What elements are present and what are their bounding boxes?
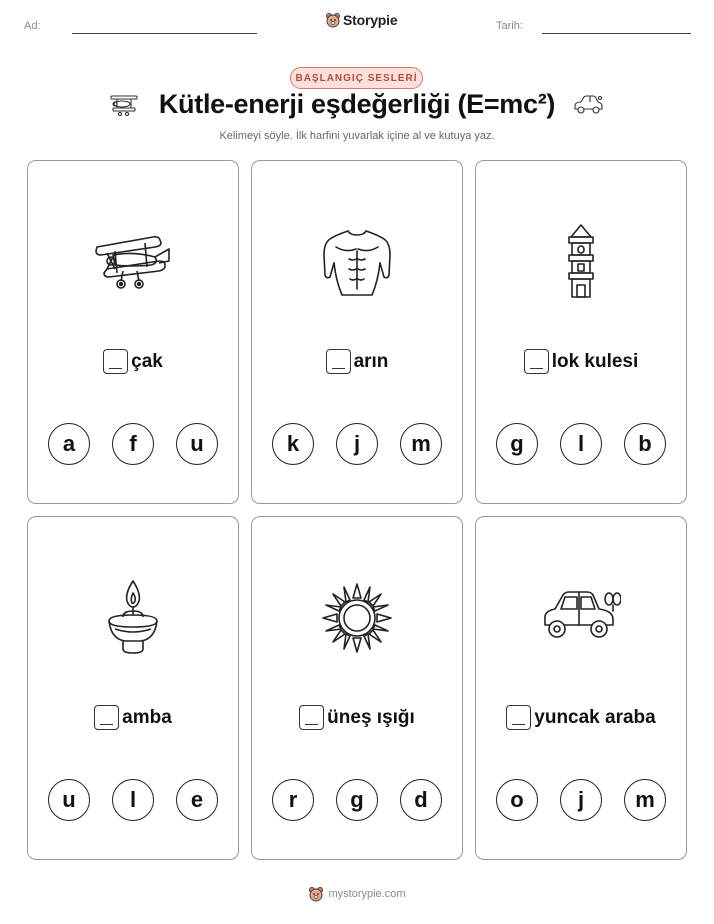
- letter-choice[interactable]: d: [400, 779, 442, 821]
- word-card: [475, 516, 687, 860]
- letter-choice[interactable]: e: [176, 779, 218, 821]
- bear-icon: [325, 12, 341, 28]
- date-label: Tarih:: [496, 20, 523, 32]
- letter-choice[interactable]: u: [176, 423, 218, 465]
- letter-choice[interactable]: l: [560, 423, 602, 465]
- bear-icon: [308, 886, 324, 902]
- answer-box[interactable]: [299, 705, 324, 730]
- letter-choice[interactable]: b: [624, 423, 666, 465]
- word-ending: üneş ışığı: [327, 706, 415, 728]
- toy-car-icon: [541, 587, 621, 645]
- word-ending: yuncak araba: [534, 706, 656, 728]
- letter-choice[interactable]: u: [48, 779, 90, 821]
- word-card: [27, 160, 239, 504]
- letter-choice[interactable]: l: [112, 779, 154, 821]
- word-card: [251, 516, 463, 860]
- name-label: Ad:: [24, 20, 41, 32]
- letter-choice[interactable]: k: [272, 423, 314, 465]
- letter-choice[interactable]: j: [336, 423, 378, 465]
- letter-choice[interactable]: j: [560, 779, 602, 821]
- category-badge: BAŞLANGIÇ SESLERİ: [290, 67, 423, 89]
- letter-choice[interactable]: o: [496, 779, 538, 821]
- worksheet-title: Kütle-enerji eşdeğerliği (E=mc²): [158, 89, 556, 119]
- word-card: [251, 160, 463, 504]
- word-ending: çak: [131, 350, 163, 372]
- letter-choice[interactable]: g: [336, 779, 378, 821]
- answer-box[interactable]: [94, 705, 119, 730]
- letter-choice[interactable]: g: [496, 423, 538, 465]
- tower-icon: [563, 223, 599, 301]
- date-line[interactable]: [542, 33, 691, 34]
- instructions: Kelimeyi söyle. İlk harfini yuvarlak içine al ve kutuya yaz.: [219, 130, 495, 142]
- word-ending: arın: [353, 350, 389, 372]
- letter-choice[interactable]: m: [400, 423, 442, 465]
- sun-icon: [320, 581, 394, 655]
- letter-choice[interactable]: a: [48, 423, 90, 465]
- answer-box[interactable]: [506, 705, 531, 730]
- letter-choice[interactable]: m: [624, 779, 666, 821]
- word-card: [27, 516, 239, 860]
- brand-name: Storypie: [343, 12, 398, 28]
- airplane-icon: [93, 231, 173, 291]
- oil-lamp-icon: [103, 577, 163, 657]
- word-ending: lok kulesi: [551, 350, 639, 372]
- answer-box[interactable]: [524, 349, 549, 374]
- footer: [0, 886, 714, 902]
- letter-choice[interactable]: r: [272, 779, 314, 821]
- word-ending: amba: [122, 706, 172, 728]
- brand-logo: [325, 12, 397, 28]
- answer-box[interactable]: [103, 349, 128, 374]
- name-line[interactable]: [72, 33, 257, 34]
- toy-car-icon: [572, 93, 604, 117]
- answer-box[interactable]: [326, 349, 351, 374]
- torso-icon: [322, 227, 392, 299]
- footer-url[interactable]: mystorypie.com: [328, 888, 406, 900]
- word-card: [475, 160, 687, 504]
- letter-choice[interactable]: f: [112, 423, 154, 465]
